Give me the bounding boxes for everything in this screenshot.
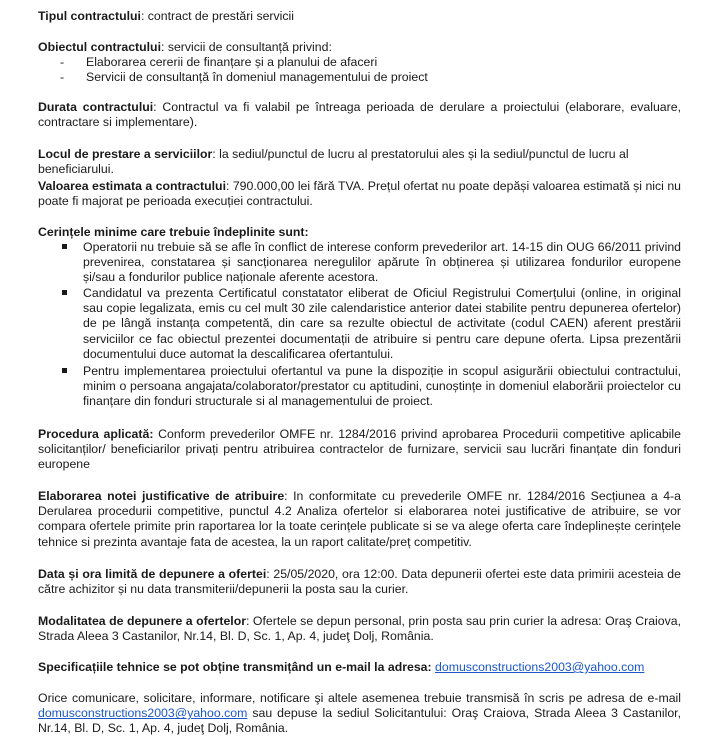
location-section [38,147,681,177]
justification-section [38,489,681,550]
value-section [38,179,681,209]
deadline-section [38,567,681,597]
procedure-section [38,427,681,473]
location-value: : la sediul/punctul de lucru al prestatorului ales și la sediul/punctul de lucru al beneficiarului. [38,147,629,177]
communications-text-after: sau depuse la sediul Solicitantului: Oraş Craiova, Strada Aleea 3 Castanilor, Nr.14, Bl. D, Sc. 1, Ap. 4, judeţ Dolj, România. [38,706,681,736]
contract-type-value: : contract de prestări servicii [140,9,295,23]
procedure-label: Procedura aplicată: [38,427,154,441]
justification-label: Elaborarea notei justificative de atribuire [38,489,285,503]
deadline-value: : 25/05/2020, ora 12:00. Data depunerii ofertei este data primirii acesteia de către achizitor și nu data transmiterii/depunerii la posta sau la curier. [38,567,681,597]
contract-type-section [38,9,681,24]
specs-section [38,660,681,675]
objective-section [38,40,681,55]
submission-section [38,614,681,644]
duration-section [38,100,681,130]
bullet-icon [62,244,67,249]
location-label: Locul de prestare a serviciilor [38,147,213,161]
deadline-label: Data și ora limită de depunere a ofertei [38,567,267,581]
objective-value: : servicii de consultanță privind: [160,40,332,54]
requirements-heading: Cerințele minime care trebuie îndeplinite sunt: [38,225,309,239]
duration-value: : Contractul va fi valabil pe întreaga perioada de derulare a proiectului (elaborare, evaluare, contractare si implementare). [38,100,681,130]
bullet-icon [62,368,67,373]
specs-email-link[interactable]: domusconstructions2003@yahoo.com [435,660,645,674]
communications-section [38,691,681,737]
value-label: Valoarea estimata a contractului [38,179,226,193]
specs-label: Specificațiile tehnice se pot obține transmițând un e-mail la adresa: [38,660,432,674]
value-value: : 790.000,00 lei fără TVA. Prețul ofertat nu poate depăși valoarea estimată și nici nu poate fi majorat pe perioada execuției contractului. [38,179,681,209]
objective-label: Obiectul contractului [38,40,161,54]
duration-label: Durata contractului [38,100,154,114]
document-page: Tipul contractului: contract de prestări servicii Obiectul contractului: servicii de consultanță privind: - Elaborarea cererii de finanțare și a planului de afaceri - Servicii de consultanță în domeniul managementului de proiect Durata contractului: Contractul va fi valabil pe întreaga perioada de derulare a proiectului (elaborare, evaluare, contractare si implementare). Locul de prestare a serviciilor: la sediul/punctul de lucru al prestatorului ales și la sediul/punctul de lucru al beneficiarului. Valoarea estimata a contractului: 790.000,00 lei fără TVA. Prețul ofertat nu poate depăși valoarea estimată și nici nu poate fi majorat pe perioada execuției contractului. Cerințele minime care trebuie îndeplinite sunt: Operatorii nu trebuie să se afle în conflict de interese conform prevederilor art. 14-15 din OUG 66/2011 privind prevenirea, constatarea și sancționarea neregulilor apărute în obținerea și utilizarea fondurilor europene și/sau a fondurilor publice naționale aferente acestora. Candidatul va prezenta Certificatul constatator eliberat de Oficiul Registrului Comerțului (online, in original sau copie legalizata, emis cu cel mult 30 zile calendaristice anterior datei stabilite pentru depunerea ofertelor) de pe lângă instanța competentă, din care sa rezulte obiectul de activitate (codul CAEN) aferent prestării serviciilor ce fac obiectul prezentei documentații de atribuire si pentru care depune oferta. Lipsa prezentării documentului duce automat la descalificarea ofertantului. Pentru implementarea proiectului ofertantul va pune la dispoziție in scopul asigurării obiectului contractului, minim o persoana angajata/colaborator/prestator cu aptitudini, cunoștințe in domeniul elaborării proiectelor cu finanțare din fonduri structurale si al managementului de proiect. Procedura aplicată: Conform prevederilor OMFE nr. 1284/2016 privind aprobarea Procedurii competitive aplicabile solicitanților/ beneficiarilor privați pentru atribuirea contractelor de furnizare, servicii sau lucrări finanțate din fonduri europene Elaborarea notei justificative de atribuire: In conformitate cu prevederile OMFE nr. 1284/2016 Secțiunea a 4-a Derularea procedurii competitive, punctul 4.2 Analiza ofertelor si elaborarea notei justificative de atribuire, se vor compara ofertele primite prin raportarea lor la toate cerințele publicate si se va alege oferta care îndeplinește cerințele tehnice si prezinta avantaje fata de acestea, la un raport calitate/preț competitiv. Data și ora limită de depunere a ofertei: 25/05/2020, ora 12:00. Data depunerii ofertei este data primirii acesteia de către achizitor și nu data transmiterii/depunerii la posta sau la curier. Modalitatea de depunere a ofertelor: Ofertele se depun personal, prin posta sau prin curier la adresa: Oraş Craiova, Strada Aleea 3 Castanilor, Nr.14, Bl. D, Sc. 1, Ap. 4, judeţ Dolj, România. Specificațiile tehnice se pot obține transmițând un e-mail la adresa: domusconstructions2003@yahoo.com Orice comunicare, solicitare, informare, notificare şi altele asemenea trebuie transmisă în scris pe adresa de e-mail domusconstructions2003@yahoo.com sau depuse la sediul Solicitantului: Oraş Craiova, Strada Aleea 3 Castanilor, Nr.14, Bl. D, Sc. 1, Ap. 4, judeţ Dolj, România. [38,9,682,736]
communications-text: Orice comunicare, solicitare, informare, notificare şi altele asemenea trebuie transmisă în scris pe adresa de e-mail [38,691,681,705]
bullet-icon [62,290,67,295]
submission-value: : Ofertele se depun personal, prin posta sau prin curier la adresa: Oraş Craiova, Strada Aleea 3 Castanilor, Nr.14, Bl. D, Sc. 1, Ap. 4, judeţ Dolj, România. [38,614,682,644]
justification-value: : In conformitate cu prevederile OMFE nr. 1284/2016 Secțiunea a 4-a Derularea procedurii competitive, punctul 4.2 Analiza ofertelor si elaborarea notei justificative de atribuire, se vor compara ofertele primite prin raportarea lor la toate cerințele publicate si se va alege oferta care îndeplinește cerințele tehnice si prezinta avantaje fata de acestea, la un raport calitate/preț competitiv. [38,489,681,549]
contract-type-label: Tipul contractului [38,9,141,23]
procedure-value: Conform prevederilor OMFE nr. 1284/2016 privind aprobarea Procedurii competitive aplicabile solicitanților/ beneficiarilor privați pentru atribuirea contractelor de furnizare, servicii sau lucrări finanțate din fonduri europene [38,427,681,472]
communications-email-link[interactable]: domusconstructions2003@yahoo.com [38,706,248,721]
submission-label: Modalitatea de depunere a ofertelor [38,614,247,628]
